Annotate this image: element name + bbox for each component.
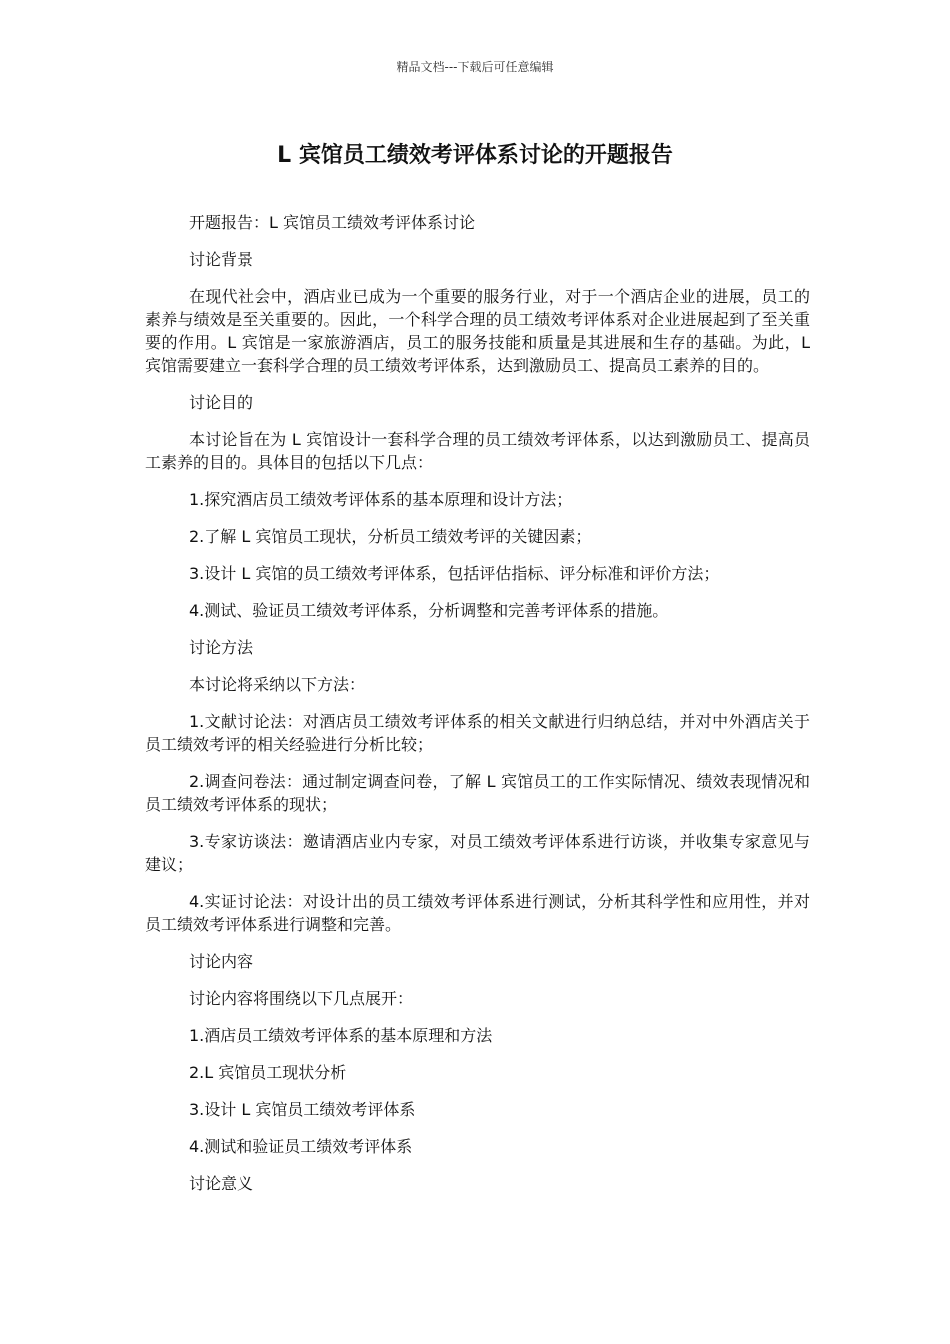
background-paragraph: 在现代社会中，酒店业已成为一个重要的服务行业，对于一个酒店企业的进展，员工的素养与绩效是至关重要的。因此，一个科学合理的员工绩效考评体系对企业进展起到了至关重要的作用。L 宾馆是一家旅游酒店，员工的服务技能和质量是其进展和生存的基础。为此，L 宾馆需要建立一套科学合理的员工绩效考评体系，达到激励员工、提高员工素养的目的。 [145,287,810,375]
method-item: 3.专家访谈法：邀请酒店业内专家，对员工绩效考评体系进行访谈，并收集专家意见与建议； [145,832,810,874]
section-heading-background: 讨论背景 [189,250,254,269]
section-heading-methods: 讨论方法 [189,638,254,657]
method-item: 2.调查问卷法：通过制定调查问卷，了解 L 宾馆员工的工作实际情况、绩效表现情况和员工绩效考评体系的现状； [145,772,810,814]
content-item: 3.设计 L 宾馆员工绩效考评体系 [189,1100,416,1119]
section-heading-purpose: 讨论目的 [189,393,254,412]
methods-intro: 本讨论将采纳以下方法： [189,675,366,694]
section-heading-content: 讨论内容 [189,952,254,971]
header-note: 精品文档---下载后可任意编辑 [396,60,554,74]
document-title: L 宾馆员工绩效考评体系讨论的开题报告 [277,143,673,168]
purpose-paragraph: 本讨论旨在为 L 宾馆设计一套科学合理的员工绩效考评体系，以达到激励员工、提高员工素养的目的。具体目的包括以下几点： [145,430,810,472]
content-intro: 讨论内容将围绕以下几点展开： [189,989,414,1008]
purpose-item: 4.测试、验证员工绩效考评体系，分析调整和完善考评体系的措施。 [189,601,669,620]
content-item: 1.酒店员工绩效考评体系的基本原理和方法 [189,1026,493,1045]
document-body [145,211,810,1209]
method-item: 1.文献讨论法：对酒店员工绩效考评体系的相关文献进行归纳总结，并对中外酒店关于员工绩效考评的相关经验进行分析比较； [145,712,810,754]
purpose-item: 3.设计 L 宾馆的员工绩效考评体系，包括评估指标、评分标准和评价方法； [189,564,720,583]
content-item: 4.测试和验证员工绩效考评体系 [189,1137,413,1156]
content-item: 2.L 宾馆员工现状分析 [189,1063,347,1082]
report-subject-line: 开题报告：L 宾馆员工绩效考评体系讨论 [189,213,476,232]
purpose-item: 2.了解 L 宾馆员工现状，分析员工绩效考评的关键因素； [189,527,592,546]
method-item: 4.实证讨论法：对设计出的员工绩效考评体系进行测试，分析其科学性和应用性，并对员工绩效考评体系进行调整和完善。 [145,892,810,934]
section-heading-significance: 讨论意义 [189,1174,254,1193]
purpose-item: 1.探究酒店员工绩效考评体系的基本原理和设计方法； [189,490,573,509]
